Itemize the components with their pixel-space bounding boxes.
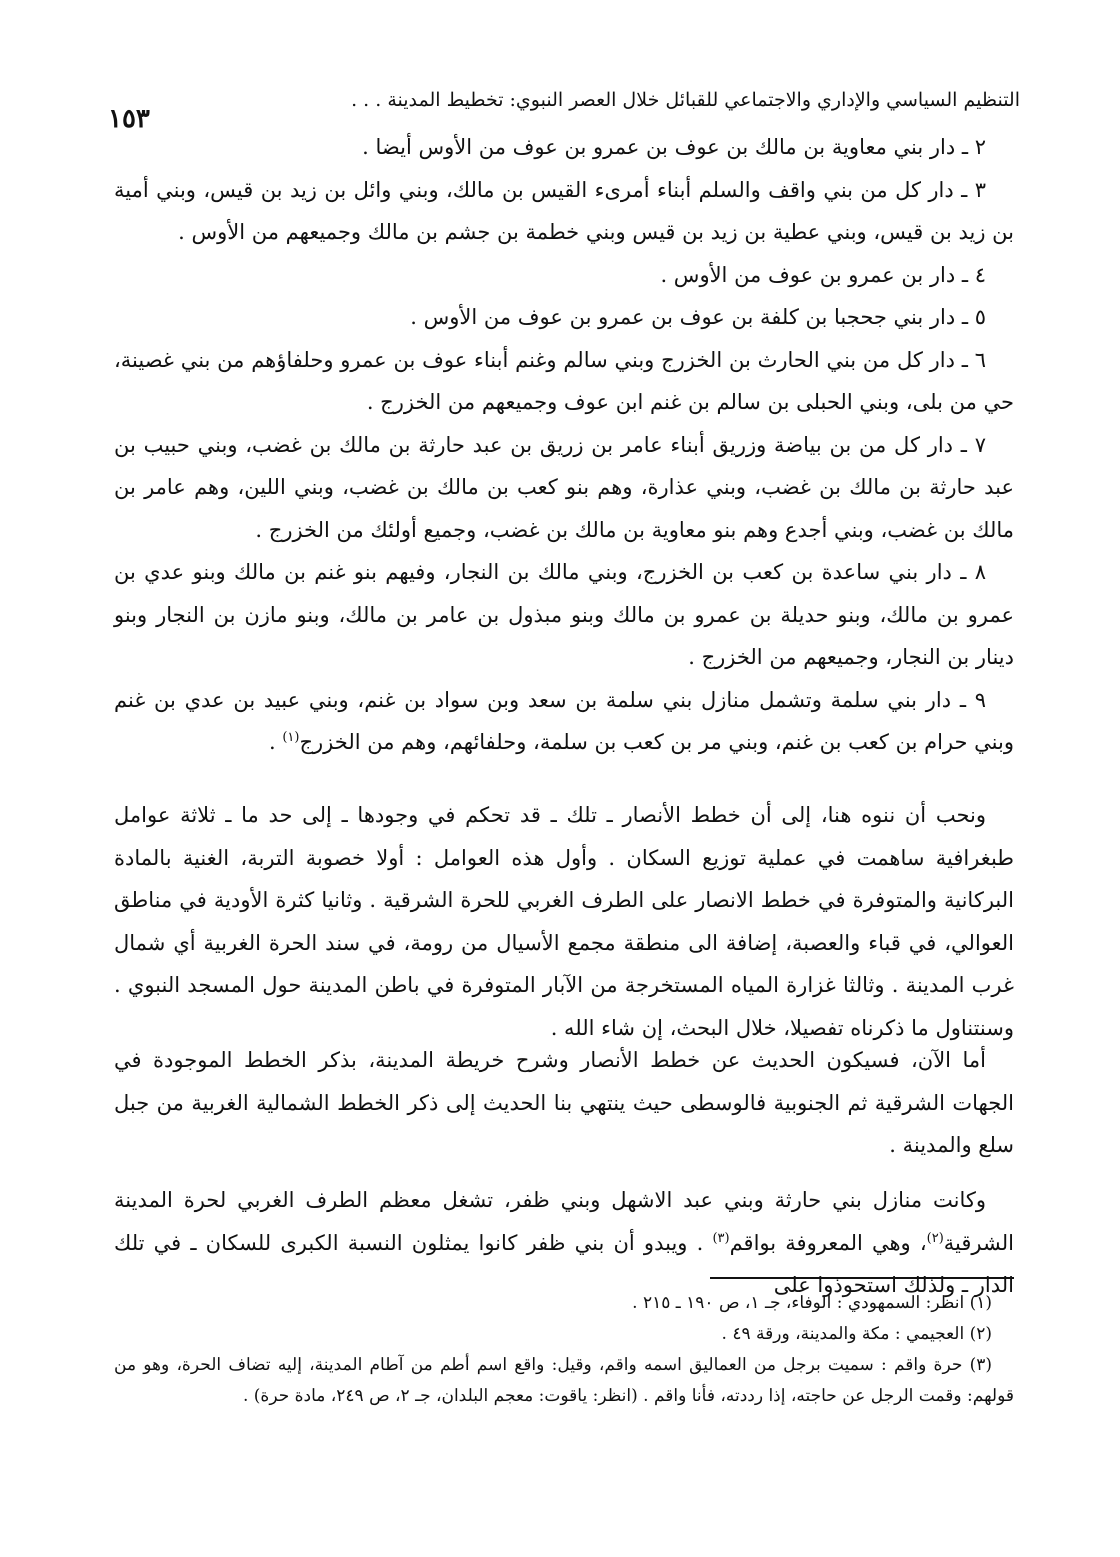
- footnote-divider: [710, 1277, 1014, 1279]
- paragraph-text: أما الآن، فسيكون الحديث عن خطط الأنصار وشرح خريطة المدينة، بذكر الخطط الموجودة في الجهات الشرقية ثم الجنوبية فالوسطى حيث ينتهي بنا الحديث إلى ذكر الخطط الشمالية الغربية من جبل سلع والمدينة .: [114, 1048, 1014, 1157]
- list-item: ٣ ـ دار كل من بني واقف والسلم أبناء أمرىء القيس بن مالك، وبني وائل بن زيد بن قيس، وبني أمية بن زيد بن قيس، وبني عطية بن زيد بن قيس وبني خطمة بن جشم بن مالك وجميعهم من الأوس .: [114, 177, 1014, 244]
- page-number: ١٥٣: [108, 104, 150, 134]
- list-item: ٨ ـ دار بني ساعدة بن كعب بن الخزرج، وبني مالك بن النجار، وفيهم بنو غنم بن مالك وبنو عدي بن عمرو بن مالك، وبنو حديلة بن عمرو بن مالك وبنو مبذول بن عامر بن مالك، وبنو مازن بن النجار وبنو دينار بن النجار، وجميعهم من الخزرج .: [114, 560, 1014, 669]
- list-item-text: ٩ ـ دار بني سلمة وتشمل منازل بني سلمة بن سعد وبن سواد بن غنم، وبني عبيد بن عدي بن غنم وبني حرام بن كعب بن غنم، وبني مر بن كعب بن سلمة، وحلفائهم، وهم من الخزرج: [114, 687, 1014, 754]
- body-paragraph: [114, 1039, 1014, 1167]
- paragraph-text: ونحب أن ننوه هنا، إلى أن خطط الأنصار ـ تلك ـ قد تحكم في وجودها ـ إلى حد ما ـ ثلاثة عوامل طبغرافية ساهمت في عملية توزيع السكان . وأول هذه العوامل : أولا خصوبة التربة، الغنية بالمادة البركانية والمتوفرة في خطط الانصار على الطرف الغربي للحرة الشرقية . وثانيا كثرة الأودية في مناطق العوالي، في قباء والعصبة، إضافة الى منطقة مجمع الأسيال من رومة، في سند الحرة الغربية أي شمال غرب المدينة . وثالثا غزارة المياه المستخرجة من الآبار المتوفرة في باطن المدينة حول المسجد النبوي . وسنتناول ما ذكرناه تفصيلا، خلال البحث، إن شاء الله .: [114, 803, 1014, 1040]
- list-item: ٦ ـ دار كل من بني الحارث بن الخزرج وبني سالم وغنم أبناء عوف بن عمرو وحلفاؤهم من بني غصينة، حي من بلى، وبني الحبلى بن سالم بن غنم ابن عوف وجميعهم من الخزرج .: [114, 347, 1014, 414]
- paragraph-text: . ويبدو أن بني ظفر كانوا يمثلون النسبة الكبرى للسكان ـ في تلك الدار ـ ولذلك استحوذوا على: [114, 1230, 1014, 1297]
- footnote: (٣) حرة واقم : سميت برجل من العماليق اسمه واقم، وقيل: واقع اسم أطم من آطام المدينة، إليه تضاف الحرة، وهو من قولهم: وقمت الرجل عن حاجته، إذا رددته، فأنا واقم . (انظر: ياقوت: معجم البلدان، جـ ٢، ص ٢٤٩، مادة حرة) .: [114, 1355, 1014, 1406]
- district-list: [114, 126, 1014, 764]
- paragraph-text: وكانت منازل بني حارثة وبني عبد الاشهل وبني ظفر، تشغل معظم الطرف الغربي لحرة المدينة الشرقية: [114, 1188, 1014, 1255]
- body-paragraph: [114, 794, 1014, 1049]
- list-item: ٤ ـ دار بن عمرو بن عوف من الأوس .: [660, 262, 986, 287]
- list-item: ٧ ـ دار كل من بن بياضة وزريق أبناء عامر بن زريق بن عبد حارثة بن مالك بن غضب، وبني حبيب بن عبد حارثة بن مالك بن غضب، وبني عذارة، وهم بنو كعب بن مالك بن غضب، وبني اللين، وهم عامر بن مالك بن غضب، وبني أجدع وهم بنو معاوية بن مالك بن غضب، وجميع أولئك من الخزرج .: [114, 432, 1014, 542]
- list-item-end: .: [268, 730, 283, 754]
- footnote-ref: (١): [282, 730, 300, 745]
- footnote-ref: (٣): [712, 1230, 730, 1246]
- footnote: (٢) العجيمي : مكة والمدينة، ورقة ٤٩ .: [721, 1324, 992, 1344]
- running-header: التنظيم السياسي والإداري والاجتماعي للقبائل خلال العصر النبوي: تخطيط المدينة . . .: [351, 89, 1020, 111]
- footnote: (١) انظر: السمهودي : الوفاء، جـ ١، ص ١٩٠ ـ ٢١٥ .: [632, 1293, 992, 1313]
- paragraph-text: ، وهي المعروفة بواقم: [729, 1230, 927, 1255]
- list-item: ٥ ـ دار بني جحجبا بن كلفة بن عوف بن عمرو بن عوف من الأوس .: [410, 305, 986, 329]
- footnote-ref: (٢): [926, 1230, 944, 1246]
- footnotes: [114, 1288, 1014, 1412]
- list-item: ٢ ـ دار بني معاوية بن مالك بن عوف بن عمرو بن عوف من الأوس أيضا .: [362, 135, 986, 159]
- list-item: [114, 679, 1014, 764]
